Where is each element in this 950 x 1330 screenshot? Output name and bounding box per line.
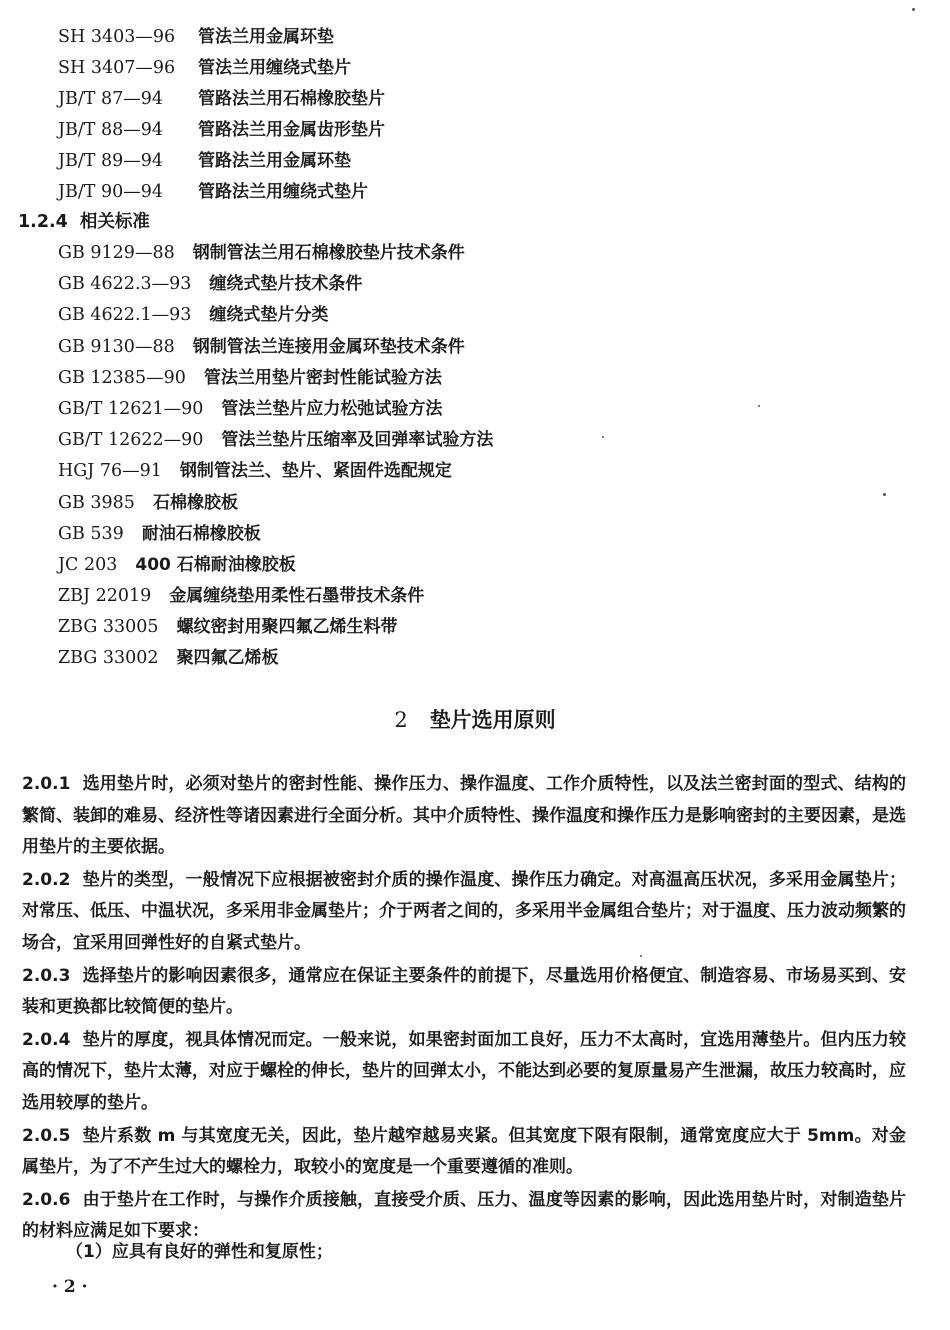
standard-code: ZBG 33002	[58, 648, 159, 669]
standard-title: 管路法兰用金属齿形垫片	[198, 120, 385, 140]
standard-code: GB 539	[58, 523, 124, 544]
list-item	[58, 22, 658, 53]
clause-list	[22, 769, 906, 1248]
standard-title: 钢制管法兰连接用金属环垫技术条件	[192, 336, 465, 357]
standard-code: JB/T 90—94	[58, 182, 164, 202]
scan-speck	[640, 955, 642, 957]
scan-speck	[883, 493, 886, 496]
chapter-number: 2	[394, 708, 408, 732]
section-title: 相关标准	[79, 212, 150, 232]
clause-text: 由于垫片在工作时，与操作介质接触，直接受介质、压力、温度等因素的影响，因此选用垫片时，对制造垫片的材料应满足如下要求：	[22, 1189, 906, 1242]
clause-paragraph	[22, 865, 906, 960]
standard-title: 管法兰垫片应力松弛试验方法	[221, 398, 443, 419]
clause-number: 2.0.6	[22, 1189, 71, 1210]
standard-code: SH 3407—96	[58, 58, 176, 78]
list-item	[58, 146, 658, 177]
standard-title: 钢制管法兰用石棉橡胶垫片技术条件	[192, 243, 465, 263]
list-item	[58, 519, 698, 550]
standard-code: GB 12385—90	[58, 367, 186, 388]
standard-code: JB/T 89—94	[58, 151, 164, 171]
scan-speck	[602, 436, 604, 438]
standard-title: 管路法兰用缠绕式垫片	[198, 182, 368, 202]
standard-title: 金属缠绕垫用柔性石墨带技术条件	[169, 586, 425, 607]
standard-title: 管路法兰用金属环垫	[198, 151, 351, 171]
standard-title: 缠绕式垫片技术条件	[209, 274, 363, 295]
list-item	[58, 612, 698, 643]
standard-title: 管法兰垫片压缩率及回弹率试验方法	[221, 430, 494, 451]
clause-number: 2.0.3	[22, 965, 71, 986]
related-standards-list	[58, 238, 698, 675]
standard-code: GB 9130—88	[58, 336, 175, 357]
standard-code: JB/T 87—94	[58, 89, 164, 109]
list-item	[58, 84, 658, 115]
standard-code: GB 4622.1—93	[58, 305, 192, 326]
standard-code: GB 3985	[58, 492, 135, 513]
standard-code: HGJ 76—91	[58, 461, 162, 482]
clause-text: 垫片系数 m 与其宽度无关，因此，垫片越窄越易夹紧。但其宽度下限有限制，通常宽度应大于 5mm。对金属垫片，为了不产生过大的螺栓力，取较小的宽度是一个重要遵循的准则。	[22, 1125, 906, 1178]
clause-text: 选用垫片时，必须对垫片的密封性能、操作压力、操作温度、工作介质特性，以及法兰密封面的型式、结构的繁简、装卸的难易、经济性等诸因素进行全面分析。其中介质特性、操作温度和操作压力是影响密封的主要因素，是选用垫片的主要依据。	[22, 774, 906, 858]
list-item	[58, 332, 698, 363]
standard-title: 管法兰用缠绕式垫片	[198, 58, 351, 78]
standard-title: 钢制管法兰、垫片、紧固件选配规定	[179, 461, 452, 482]
standard-title: 石棉橡胶板	[152, 492, 238, 513]
standard-code: ZBG 33005	[58, 617, 159, 638]
reference-standards-list	[58, 22, 658, 208]
clause-paragraph	[22, 1121, 906, 1184]
list-item	[58, 363, 698, 394]
list-item	[58, 456, 698, 487]
clause-number: 2.0.1	[22, 774, 71, 794]
standard-code: ZBJ 22019	[58, 586, 152, 607]
clause-text: 垫片的厚度，视具体情况而定。一般来说，如果密封面加工良好，压力不太高时，宜选用薄垫片。但内压力较高的情况下，垫片太薄，对应于螺栓的伸长，垫片的回弹太小，不能达到必要的复原量易产生泄漏，故压力较高时，应选用较厚的垫片。	[22, 1029, 906, 1113]
standard-title: 管路法兰用石棉橡胶垫片	[198, 89, 385, 109]
standard-code: SH 3403—96	[58, 27, 176, 47]
standard-title: 螺纹密封用聚四氟乙烯生料带	[176, 617, 398, 638]
clause-text: 选择垫片的影响因素很多，通常应在保证主要条件的前提下，尽量选用价格便宜、制造容易、市场易买到、安装和更换都比较简便的垫片。	[22, 965, 906, 1018]
list-item	[58, 115, 658, 146]
standard-title: 耐油石棉橡胶板	[141, 523, 261, 544]
standard-code: GB/T 12621—90	[58, 398, 204, 419]
list-item	[58, 425, 698, 456]
page-number: · 2 ·	[52, 1277, 88, 1297]
clause-paragraph	[22, 1025, 906, 1120]
list-item	[58, 488, 698, 519]
standard-title: 聚四氟乙烯板	[176, 648, 279, 669]
standard-code: GB/T 12622—90	[58, 430, 204, 451]
section-number: 1.2.4	[18, 212, 68, 232]
clause-number: 2.0.4	[22, 1029, 71, 1050]
chapter-title: 垫片选用原则	[429, 708, 556, 732]
list-item	[58, 53, 658, 84]
scan-speck	[912, 8, 915, 11]
clause-number: 2.0.2	[22, 869, 71, 890]
standard-title: 400 石棉耐油橡胶板	[135, 554, 296, 575]
section-heading	[18, 207, 150, 238]
standard-code: JC 203	[58, 554, 118, 575]
clause-text: 垫片的类型，一般情况下应根据被密封介质的操作温度、操作压力确定。对高温高压状况，多采用金属垫片；对常压、低压、中温状况，多采用非金属垫片；介于两者之间的，多采用半金属组合垫片；对于温度、压力波动频繁的场合，宜采用回弹性好的自紧式垫片。	[22, 869, 906, 953]
clause-paragraph	[22, 961, 906, 1024]
clause-number: 2.0.5	[22, 1125, 71, 1146]
standard-code: GB 9129—88	[58, 243, 175, 263]
list-item	[58, 550, 698, 581]
list-item	[58, 269, 698, 300]
list-item	[58, 177, 658, 208]
list-item	[58, 643, 698, 674]
scan-speck	[758, 405, 760, 407]
chapter-heading	[0, 702, 950, 738]
standard-code: GB 4622.3—93	[58, 274, 192, 295]
clause-paragraph	[22, 769, 906, 864]
standard-code: JB/T 88—94	[58, 120, 164, 140]
standard-title: 管法兰用金属环垫	[198, 27, 334, 47]
requirement-item: （1）应具有良好的弹性和复原性；	[66, 1242, 333, 1262]
list-item	[58, 300, 698, 331]
list-item	[58, 581, 698, 612]
list-item	[58, 394, 698, 425]
list-item	[58, 238, 698, 269]
standard-title: 管法兰用垫片密封性能试验方法	[203, 367, 442, 388]
standard-title: 缠绕式垫片分类	[209, 305, 329, 326]
